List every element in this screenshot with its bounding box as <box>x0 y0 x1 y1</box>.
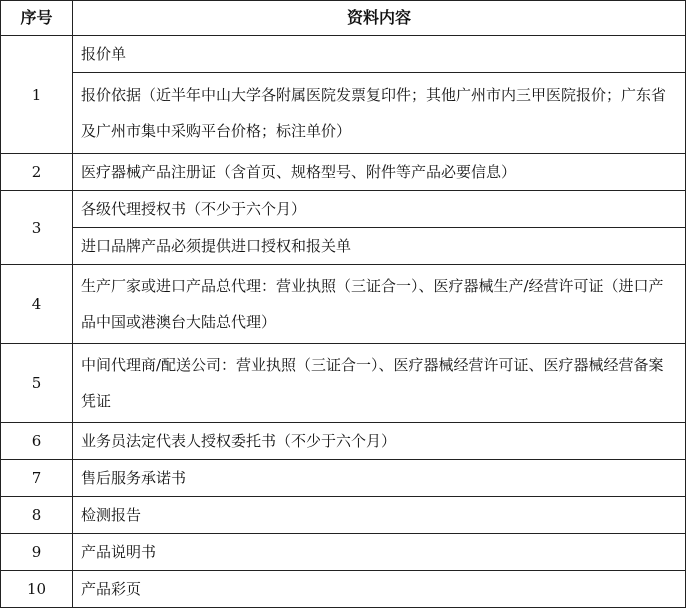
table-row <box>1 344 686 423</box>
row-content: 各级代理授权书（不少于六个月） <box>73 191 686 228</box>
row-content: 产品彩页 <box>73 571 686 608</box>
row-number: 10 <box>1 571 73 608</box>
row-content: 业务员法定代表人授权委托书（不少于六个月） <box>73 423 686 460</box>
row-content: 售后服务承诺书 <box>73 460 686 497</box>
row-content: 医疗器械产品注册证（含首页、规格型号、附件等产品必要信息） <box>73 154 686 191</box>
row-content: 产品说明书 <box>73 534 686 571</box>
row-content: 报价依据（近半年中山大学各附属医院发票复印件；其他广州市内三甲医院报价；广东省及广州市集中采购平台价格；标注单价） <box>73 73 686 154</box>
row-number: 4 <box>1 265 73 344</box>
table-row <box>1 191 686 228</box>
row-number: 9 <box>1 534 73 571</box>
row-content: 报价单 <box>73 36 686 73</box>
header-row <box>1 1 686 36</box>
table-row <box>1 534 686 571</box>
row-number: 7 <box>1 460 73 497</box>
table-row <box>1 228 686 265</box>
row-content: 检测报告 <box>73 497 686 534</box>
row-content: 进口品牌产品必须提供进口授权和报关单 <box>73 228 686 265</box>
table-row <box>1 460 686 497</box>
row-number: 3 <box>1 191 73 265</box>
table-row <box>1 73 686 154</box>
row-number: 6 <box>1 423 73 460</box>
table-row <box>1 36 686 73</box>
row-content: 生产厂家或进口产品总代理：营业执照（三证合一）、医疗器械生产/经营许可证（进口产品中国或港澳台大陆总代理） <box>73 265 686 344</box>
row-number: 5 <box>1 344 73 423</box>
table-row <box>1 497 686 534</box>
row-number: 1 <box>1 36 73 154</box>
row-content: 中间代理商/配送公司：营业执照（三证合一）、医疗器械经营许可证、医疗器械经营备案凭证 <box>73 344 686 423</box>
row-number: 2 <box>1 154 73 191</box>
header-no: 序号 <box>1 1 73 36</box>
header-content: 资料内容 <box>73 1 686 36</box>
table-row <box>1 154 686 191</box>
table-row <box>1 571 686 608</box>
table-row <box>1 423 686 460</box>
row-number: 8 <box>1 497 73 534</box>
table-row <box>1 265 686 344</box>
